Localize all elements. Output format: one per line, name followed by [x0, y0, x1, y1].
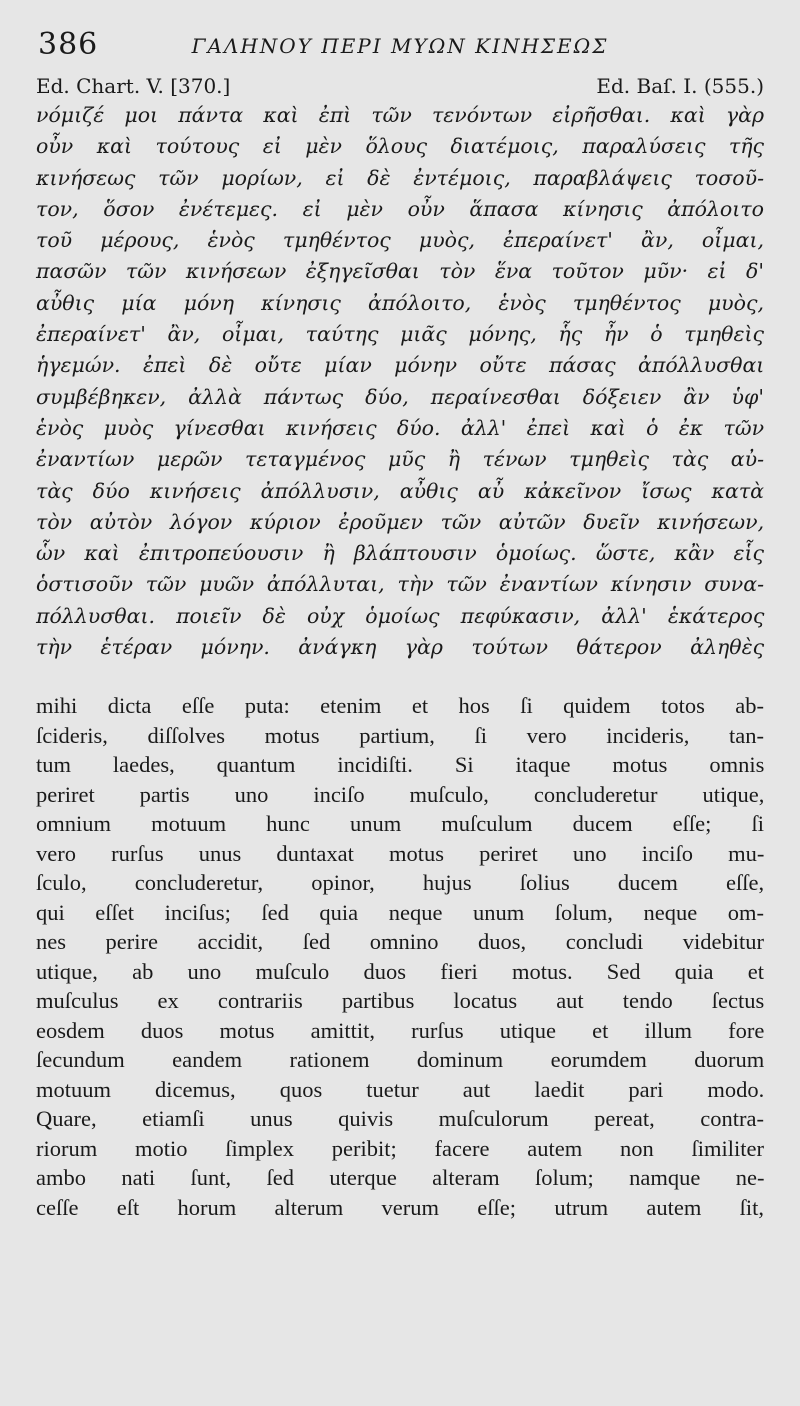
greek-text-line: πασῶν τῶν κινήσεων ἐξηγεῖσθαι τὸν ἕνα τοῦτον μῦν· εἰ δ' [36, 259, 764, 284]
latin-text-line: ſecundum eandem rationem dominum eorumdem duorum [36, 1047, 765, 1073]
latin-text-line: periret partis uno inciſo muſculo, concluderetur utique, [36, 781, 765, 807]
greek-text-line: νόμιζέ μοι πάντα καὶ ἐπὶ τῶν τενόντων εἰρῆσθαι. καὶ γὰρ [36, 103, 764, 127]
latin-text-line: vero rurſus unus duntaxat motus periret uno inciſo mu- [36, 840, 765, 866]
latin-text-line: ſcideris, diſſolves motus partium, ſi vero incideris, tan- [36, 722, 764, 748]
latin-text-line: qui eſſet inciſus; ſed quia neque unum ſolum, neque om- [36, 899, 764, 925]
edition-left-reference: Ed. Chart. V. [370.] [36, 74, 231, 98]
greek-text-line: συμβέβηκεν, ἀλλὰ πάντως δύο, περαίνεσθαι δόξειεν ἂν ὑφ' [36, 384, 764, 409]
greek-text-line: τοῦ μέρους, ἑνὸς τμηθέντος μυὸς, ἐπεραίνετ' ἂν, οἶμαι, [36, 228, 765, 253]
latin-text-line: tum laedes, quantum incidiſti. Si itaque motus omnis [36, 752, 765, 778]
latin-text-line: ceſſe eſt horum alterum verum eſſe; utrum autem ſit, [36, 1194, 764, 1220]
page-number: 386 [38, 27, 99, 62]
running-title: ΓΑΛΗΝΟΥ ΠΕΡΙ ΜΥΩΝ ΚΙΝΗΣΕΩΣ [191, 34, 609, 58]
latin-text-line: Quare, etiamſi unus quivis muſculorum pereat, contra- [36, 1106, 764, 1132]
edition-reference-line [36, 72, 764, 100]
latin-text-line: eosdem duos motus amittit, rurſus utique et illum fore [36, 1017, 765, 1043]
greek-text-line: ἐναντίων μερῶν τεταγμένος μῦς ἢ τένων τμηθεὶς τὰς αὐ- [36, 447, 764, 472]
latin-text-block [36, 691, 764, 1222]
greek-text-line: τὴν ἑτέραν μόνην. ἀνάγκη γὰρ τούτων θάτερον ἀληθὲς [36, 635, 765, 660]
greek-text-line: ἡγεμών. ἐπεὶ δὲ οὔτε μίαν μόνην οὔτε πάσας ἀπόλλυσθαι [36, 353, 765, 378]
greek-text-line: τὰς δύο κινήσεις ἀπόλλυσιν, αὖθις αὖ κἀκεῖνον ἴσως κατὰ [36, 478, 765, 503]
greek-text-line: τὸν αὐτὸν λόγον κύριον ἐροῦμεν τῶν αὐτῶν δυεῖν κινήσεων, [36, 509, 765, 534]
greek-text-line: ὁστισοῦν τῶν μυῶν ἀπόλλυται, τὴν τῶν ἐναντίων κίνησιν συνα- [36, 572, 764, 597]
greek-text-line: κινήσεως τῶν μορίων, εἰ δὲ ἐντέμοις, παραβλάψεις τοσοῦ- [36, 165, 764, 190]
latin-text-line: ſculo, concluderetur, opinor, hujus ſolius ducem eſſe, [36, 870, 765, 896]
edition-right-reference: Ed. Baſ. I. (555.) [596, 74, 764, 98]
greek-text-line: οὖν καὶ τούτους εἰ μὲν ὅλους διατέμοις, παραλύσεις τῆς [36, 134, 764, 159]
latin-text-line: muſculus ex contrariis partibus locatus aut tendo ſectus [36, 988, 765, 1014]
greek-text-block [36, 100, 764, 663]
greek-text-line: ὧν καὶ ἐπιτροπεύουσιν ἢ βλάπτουσιν ὁμοίως. ὥστε, κἂν εἷς [36, 541, 764, 566]
latin-text-line: mihi dicta eſſe puta: etenim et hos ſi quidem totos ab- [36, 693, 764, 719]
greek-text-line: αὖθις μία μόνη κίνησις ἀπόλοιτο, ἑνὸς τμηθέντος μυὸς, [36, 290, 764, 315]
greek-text-line: τον, ὅσον ἐνέτεμες. εἰ μὲν οὖν ἅπασα κίνησις ἀπόλοιτο [36, 196, 764, 221]
section-spacer [36, 663, 764, 691]
greek-text-line: ἑνὸς μυὸς γίνεσθαι κινήσεις δύο. ἀλλ' ἐπεὶ καὶ ὁ ἐκ τῶν [36, 415, 765, 440]
greek-text-line: πόλλυσθαι. ποιεῖν δὲ οὐχ ὁμοίως πεφύκασιν, ἀλλ' ἑκάτερος [36, 603, 765, 628]
latin-text-line: omnium motuum hunc unum muſculum ducem eſſe; ſi [36, 811, 764, 837]
greek-text-line: ἐπεραίνετ' ἂν, οἶμαι, ταύτης μιᾶς μόνης, ἧς ἦν ὁ τμηθεὶς [36, 322, 764, 347]
page-header [36, 24, 764, 70]
latin-text-line: utique, ab uno muſculo duos fieri motus. Sed quia et [36, 958, 764, 984]
latin-text-line: ambo nati ſunt, ſed uterque alteram ſolum; namque ne- [36, 1165, 765, 1191]
latin-text-line: riorum motio ſimplex peribit; facere autem non ſimiliter [36, 1135, 764, 1161]
latin-text-line: motuum dicemus, quos tuetur aut laedit pari modo. [36, 1076, 765, 1102]
latin-text-line: nes perire accidit, ſed omnino duos, concludi videbitur [36, 929, 764, 955]
